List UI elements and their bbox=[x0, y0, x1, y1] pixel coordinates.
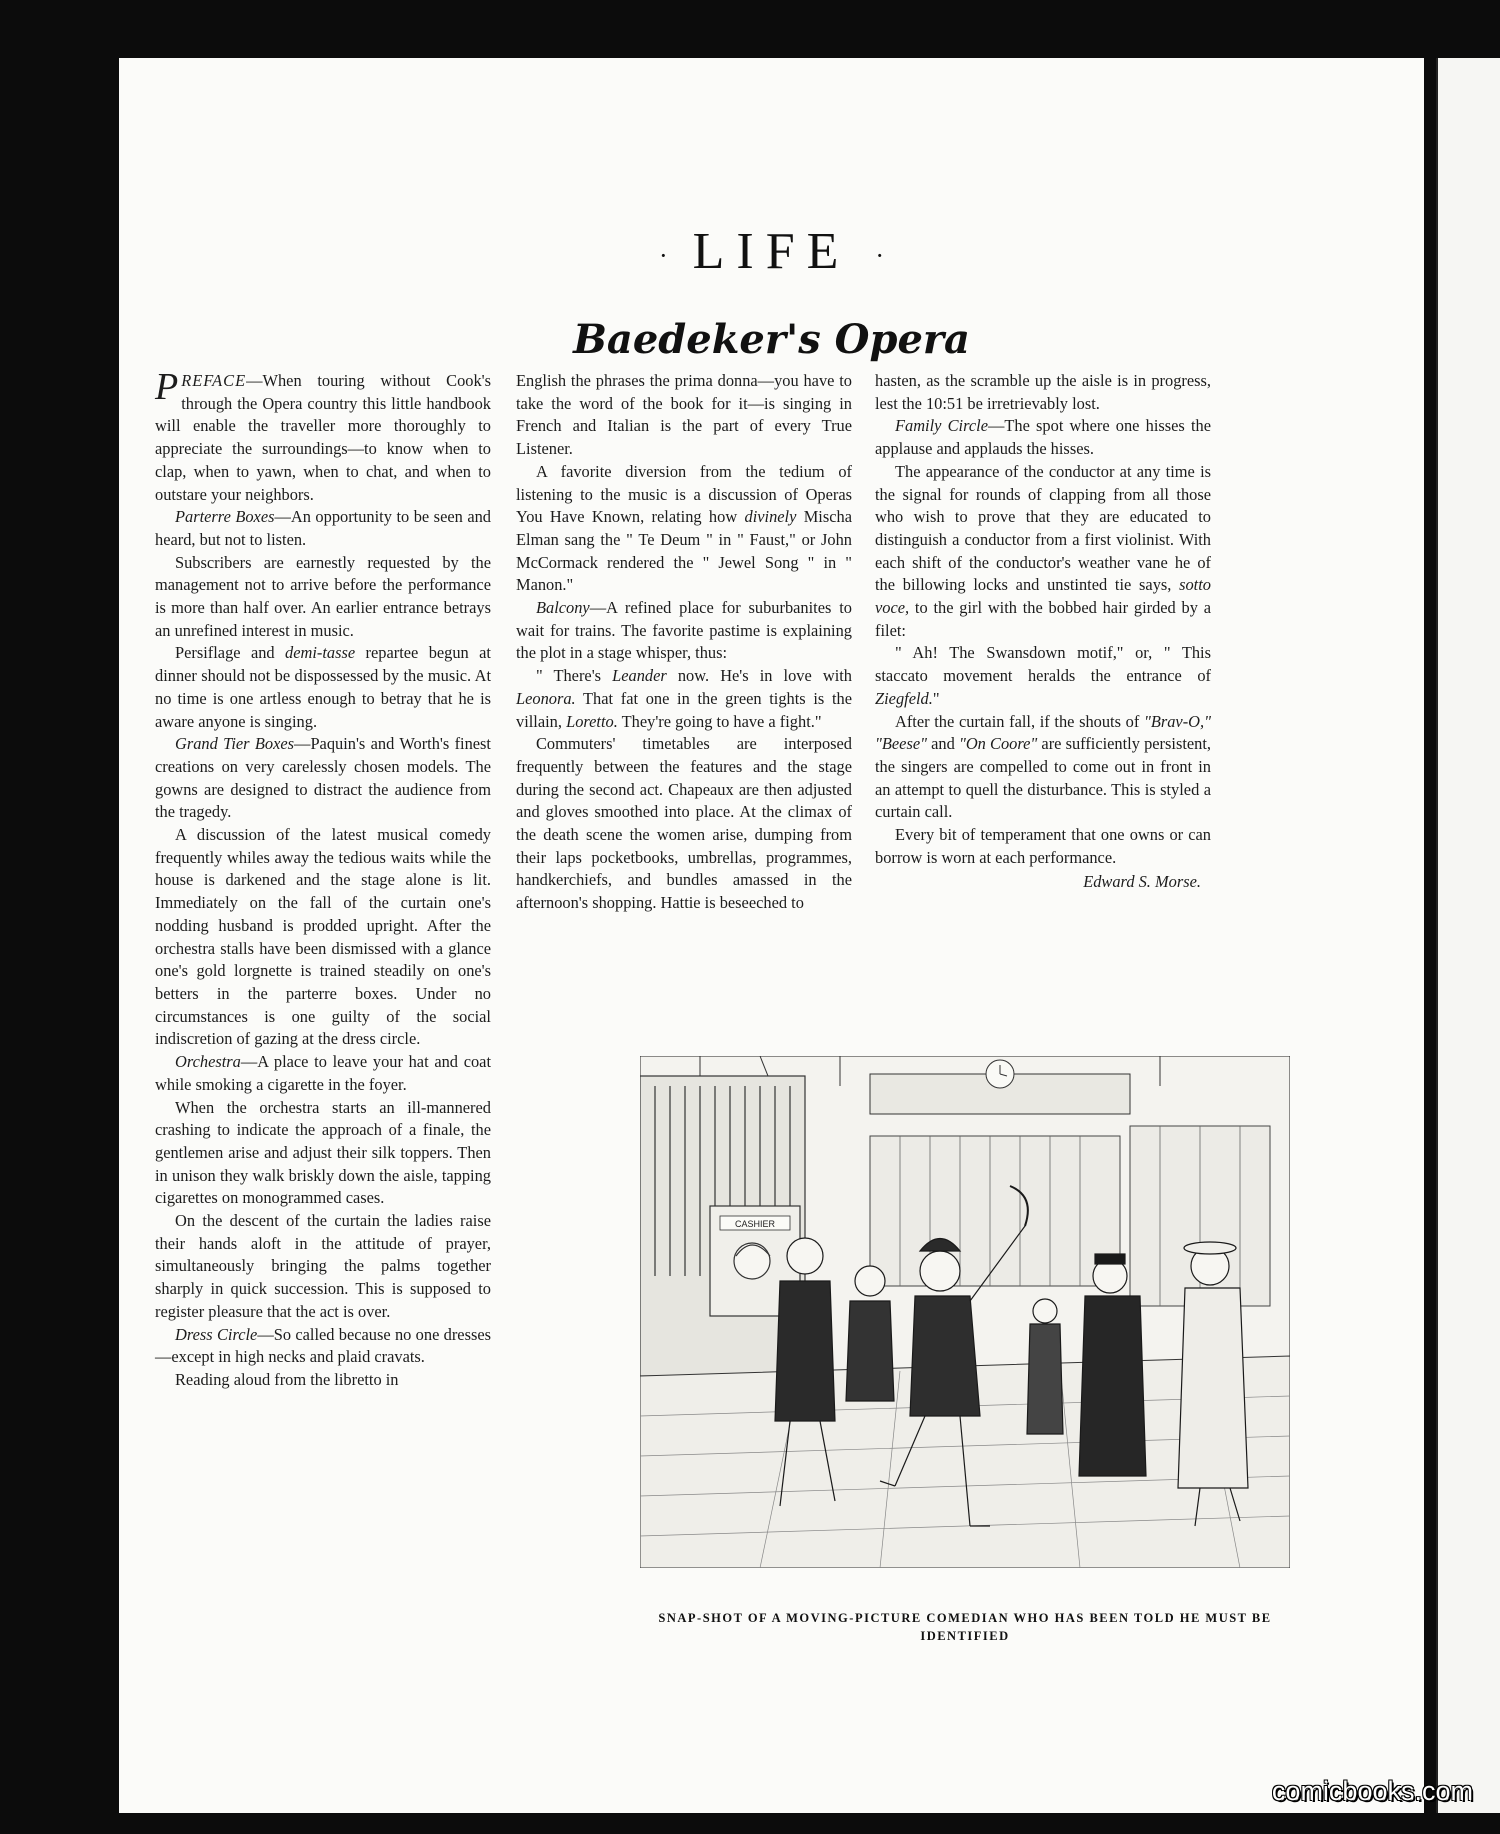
author-byline: Edward S. Morse. bbox=[1083, 872, 1201, 892]
paragraph: Family Circle—The spot where one hisses the applause and applauds the hisses. bbox=[875, 416, 1212, 459]
cashier-sign: CASHIER bbox=[734, 1219, 776, 1229]
site-watermark: comicbooks.com bbox=[1271, 1776, 1473, 1806]
masthead-dot-right: · bbox=[875, 241, 885, 271]
masthead bbox=[119, 222, 1424, 281]
masthead-title: LIFE bbox=[692, 223, 851, 280]
adjacent-page-edge bbox=[1436, 58, 1500, 1813]
paragraph: Subscribers are earnestly requested by the management not to arrive before the performance is more than half over. An earlier entrance betrays an unrefined interest in music. bbox=[155, 552, 491, 640]
paragraph: Parterre Boxes—An opportunity to be seen and heard, but not to listen. bbox=[155, 507, 491, 549]
article-title: Baedeker's Opera bbox=[573, 316, 970, 363]
cartoon-illustration bbox=[640, 1056, 1290, 1568]
paragraph: Grand Tier Boxes—Paquin's and Worth's finest creations on very carelessly chosen models. The gowns are designed to distract the audience from the tragedy. bbox=[155, 734, 491, 822]
paragraph: " There's Leander now. He's in love with Leonora. That fat one in the green tights is the villain, Loretto. They're going to have a fight." bbox=[516, 666, 852, 731]
article-column-3 bbox=[875, 370, 1211, 1030]
paragraph: On the descent of the curtain the ladies raise their hands aloft in the attitude of prayer, simultaneously bringing the palms together sharply in quick succession. This is supposed to register pleasure that the act is over. bbox=[155, 1211, 491, 1321]
drop-cap: P bbox=[155, 366, 179, 408]
paragraph: Reading aloud from the libretto in bbox=[175, 1369, 399, 1389]
paragraph: English the phrases the prima donna—you have to take the word of the book for it—is singing in French and Italian is the part of every True Listener. bbox=[516, 371, 852, 459]
paragraph: Every bit of temperament that one owns or can borrow is worn at each performance. bbox=[875, 825, 1211, 867]
paragraph: hasten, as the scramble up the aisle is in progress, lest the 10:51 be irretrievably lost. bbox=[875, 371, 1211, 413]
paragraph: Dress Circle—So called because no one dresses—except in high necks and plaid cravats. bbox=[155, 1324, 491, 1367]
paragraph: When the orchestra starts an ill-mannered crashing to indicate the approach of a finale, the gentlemen arise and adjust their silk toppers. Then in unison they walk briskly down the aisle, tapping cigarettes on monogrammed cases. bbox=[155, 1097, 491, 1208]
paragraph: Persiflage and demi-tasse repartee begun at dinner should not be dispossessed by the music. At no time is one artless enough to betray that he is aware anyone is singing. bbox=[155, 643, 491, 731]
paragraph: Balcony—A refined place for suburbanites to wait for trains. The favorite pastime is explaining the plot in a stage whisper, thus: bbox=[516, 598, 852, 663]
paragraph: A favorite diversion from the tedium of listening to the music is a discussion of Operas You Have Known, relating how divinely Mischa Elman sang the " Te Deum " in " Faust," or John McCormack rendered the " Jewel Song " in " Manon." bbox=[516, 461, 852, 595]
paragraph: After the curtain fall, if the shouts of "Brav-O," "Beese" and "On Coore" are sufficiently persistent, the singers are compelled to come out in front in an attempt to quell the disturbance. This is styled a curtain call. bbox=[875, 711, 1211, 822]
paragraph: Orchestra—A place to leave your hat and coat while smoking a cigarette in the foyer. bbox=[155, 1052, 491, 1094]
article-column-2 bbox=[516, 370, 852, 1030]
paragraph: A discussion of the latest musical comedy frequently whiles away the tedious waits while the house is darkened and the stage alone is lit. Immediately on the fall of the curtain one's nodding husband is prodded upright. After the orchestra stalls have been dismissed with a glance one's gold lorgnette is trained steadily on one's betters in the parterre boxes. Under no circumstances is one guilty of the social indiscretion of gazing at the dress circle. bbox=[155, 825, 491, 1049]
paragraph: Commuters' timetables are interposed frequently between the features and the stage during the second act. Chapeaux are then adjusted and gloves smoothed into place. At the climax of the death scene the women arise, dumping from their laps pocketbooks, umbrellas, programmes, handkerchiefs, and bundles amassed in the afternoon's shopping. Hattie is beseeched to bbox=[516, 734, 852, 913]
article-column-1 bbox=[155, 366, 491, 1730]
cartoon-caption: SNAP-SHOT OF A MOVING-PICTURE COMEDIAN WHO HAS BEEN TOLD HE MUST BE IDENTIFIED bbox=[658, 1611, 1272, 1643]
paragraph: The appearance of the conductor at any time is the signal for rounds of clapping from all those who wish to prove that they are educated to distinguish a conductor from a first violinist. With each shift of the conductor's weather vane he of the billowing locks and unstinted tie says, sotto voce, to the girl with the bobbed hair girded by a filet: bbox=[875, 461, 1211, 640]
paragraph: " Ah! The Swansdown motif," or, " This staccato movement heralds the entrance of Ziegfeld." bbox=[875, 643, 1211, 708]
paragraph: PREFACE—When touring without Cook's through the Opera country this little handbook will enable the traveller more thoroughly to appreciate the surroundings—to know when to clap, when to yawn, when to chat, and when to outstare your neighbors. bbox=[155, 366, 491, 504]
masthead-dot-left: · bbox=[658, 241, 668, 271]
